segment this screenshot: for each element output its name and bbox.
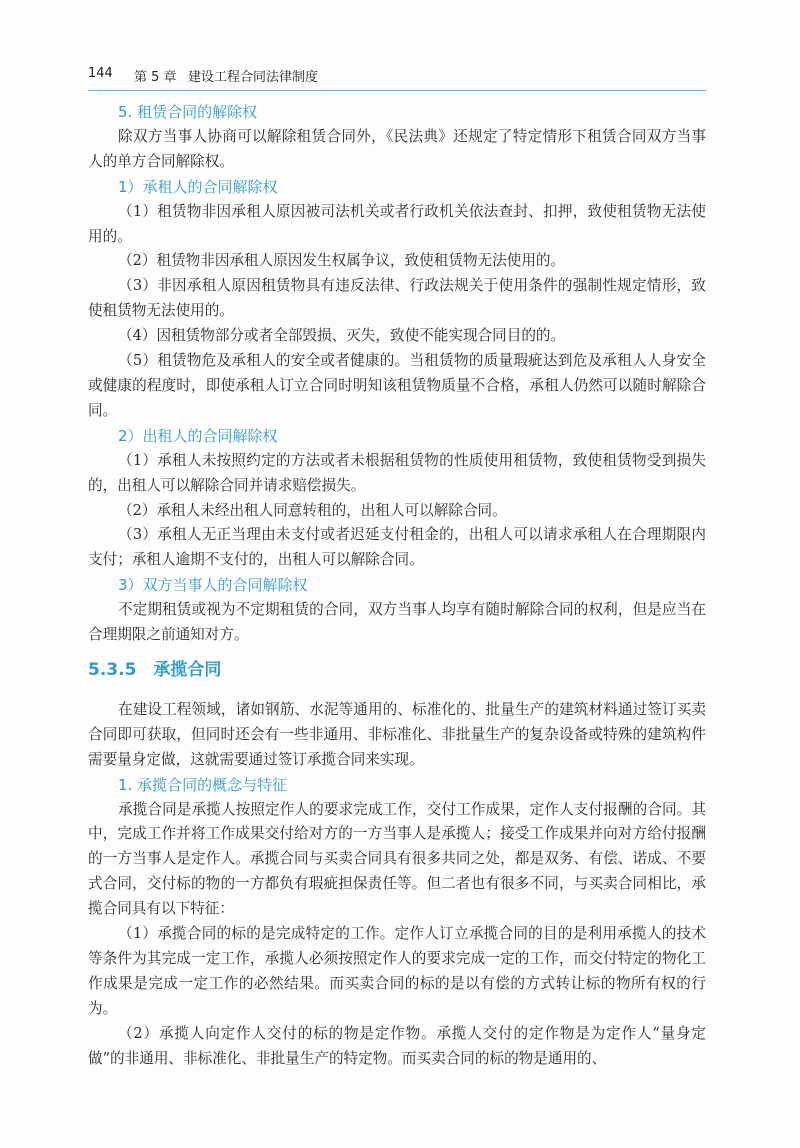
section-heading-work-contract: 5.3.5 承揽合同	[88, 659, 222, 680]
list-item: （1）租赁物非因承租人原因被司法机关或者行政机关依法查封、扣押，致使租赁物无法使用的。	[88, 202, 706, 245]
paragraph: 在建设工程领域，诸如钢筋、水泥等通用的、标准化的、批量生产的建筑材料通过签订买卖合同即可获取，但同时还会有一些非通用、非标准化、非批量生产的复杂设备或特殊的建筑构件需要量身定做，这就需要通过签订承揽合同来实现。	[88, 700, 706, 768]
page-number: 144	[88, 66, 113, 81]
list-item: （1）承揽合同的标的是完成特定的工作。定作人订立承揽合同的目的是利用承揽人的技术等条件为其完成一定工作，承揽人必须按照定作人的要求完成一定的工作，而交付特定的物化工作成果是完成一定工作的必然结果。而买卖合同的标的是以有偿的方式转让标的物所有权的行为。	[88, 925, 706, 1017]
subheading-lessee-termination: 1）承租人的合同解除权	[118, 177, 278, 196]
subheading-mutual-termination: 3）双方当事人的合同解除权	[118, 576, 308, 595]
paragraph: 承揽合同是承揽人按照定作人的要求完成工作，交付工作成果，定作人支付报酬的合同。其中，完成工作并将工作成果交付给对方的一方当事人是承揽人；接受工作成果并向对方给付报酬的一方当事人是定作人。承揽合同与买卖合同具有很多共同之处，都是双务、有偿、诺成、不要式合同，交付标的物的一方都负有瑕疵担保责任等。但二者也有很多不同，与买卖合同相比，承揽合同具有以下特征：	[88, 800, 706, 918]
section-heading-lease-termination: 5. 租赁合同的解除权	[118, 103, 258, 121]
page-body	[88, 100, 706, 1072]
header-rule	[88, 90, 706, 91]
list-item: （2）承揽人向定作人交付的标的物是定作物。承揽人交付的定作物是为定作人“量身定做”的非通用、非标准化、非批量生产的特定物。而买卖合同的标的物是通用的、	[88, 1024, 706, 1067]
list-item: （3）承租人无正当理由未支付或者迟延支付租金的，出租人可以请求承租人在合理期限内支付；承租人逾期不支付的，出租人可以解除合同。	[88, 526, 706, 569]
paragraph: 除双方当事人协商可以解除租赁合同外，《民法典》还规定了特定情形下租赁合同双方当事人的单方合同解除权。	[88, 127, 706, 170]
chapter-title: 建设工程合同法律制度	[188, 70, 319, 85]
list-item: （2）承租人未经出租人同意转租的，出租人可以解除合同。	[118, 501, 507, 519]
paragraph: 不定期租赁或视为不定期租赁的合同，双方当事人均享有随时解除合同的权利，但是应当在合理期限之前通知对方。	[88, 601, 706, 644]
list-item: （4）因租赁物部分或者全部毁损、灭失，致使不能实现合同目的的。	[118, 327, 566, 345]
list-item: （3）非因承租人原因租赁物具有违反法律、行政法规关于使用条件的强制性规定情形，致使租赁物无法使用的。	[88, 277, 706, 320]
running-header	[88, 66, 706, 88]
subheading-lessor-termination: 2）出租人的合同解除权	[118, 426, 278, 445]
list-item: （1）承租人未按照约定的方法或者未根据租赁物的性质使用租赁物，致使租赁物受到损失的，出租人可以解除合同并请求赔偿损失。	[88, 451, 706, 494]
list-item: （5）租赁物危及承租人的安全或者健康的。当租赁物的质量瑕疵达到危及承租人人身安全或健康的程度时，即使承租人订立合同时明知该租赁物质量不合格，承租人仍然可以随时解除合同。	[88, 352, 706, 419]
chapter-label: 第 5 章	[134, 70, 177, 85]
subheading-concept-features: 1. 承揽合同的概念与特征	[118, 775, 288, 794]
list-item: （2）租赁物非因承租人原因发生权属争议，致使租赁物无法使用的。	[118, 252, 566, 270]
